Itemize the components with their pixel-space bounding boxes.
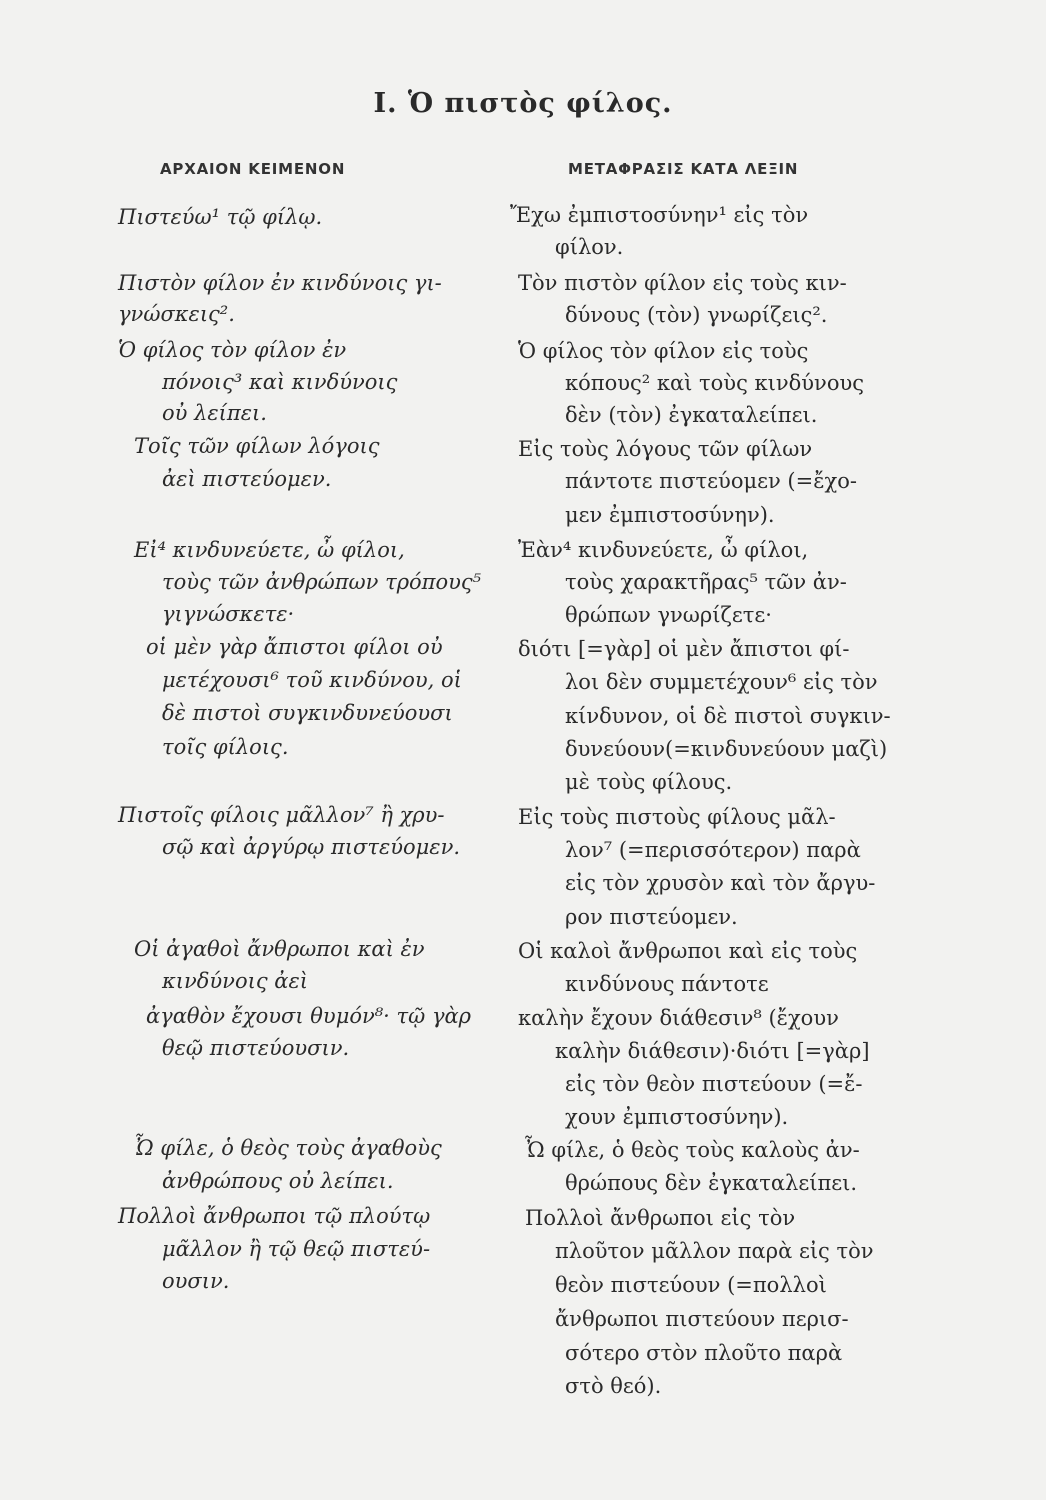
translation-line: λον⁷ (=περισσότερον) παρὰ [565, 838, 861, 862]
ancient-line: ἀνθρώπους οὐ λείπει. [162, 1169, 394, 1193]
translation-line: σότερο στὸν πλοῦτο παρὰ [565, 1341, 843, 1365]
ancient-line: μᾶλλον ἢ τῷ θεῷ πιστεύ- [162, 1237, 431, 1261]
translation-line: δὲν (τὸν) ἐγκαταλείπει. [565, 403, 818, 427]
ancient-line: Ὦ φίλε, ὁ θεὸς τοὺς ἀγαθοὺς [134, 1136, 442, 1160]
translation-line: μὲ τοὺς φίλους. [565, 770, 733, 794]
translation-line: Ὁ φίλος τὸν φίλον εἰς τοὺς [518, 339, 809, 363]
ancient-line: μετέχουσι⁶ τοῦ κινδύνου, οἱ [162, 668, 462, 692]
translation-line: ρον πιστεύομεν. [565, 905, 738, 929]
translation-line: Ὦ φίλε, ὁ θεὸς τοὺς καλοὺς ἀν- [525, 1138, 860, 1162]
translation-line: θρώπων γνωρίζετε· [565, 603, 772, 627]
ancient-line: ουσιν. [162, 1269, 230, 1293]
translation-line: θρώπους δὲν ἐγκαταλείπει. [565, 1171, 858, 1195]
ancient-line: πόνοις³ καὶ κινδύνοις [162, 370, 398, 394]
ancient-line: Τοῖς τῶν φίλων λόγοις [134, 434, 380, 458]
ancient-line: Πολλοὶ ἄνθρωποι τῷ πλούτῳ [118, 1204, 431, 1228]
translation-line: κίνδυνον, οἱ δὲ πιστοὶ συγκιν- [565, 704, 891, 728]
ancient-line: Ὁ φίλος τὸν φίλον ἐν [118, 338, 347, 362]
translation-line: πλοῦτον μᾶλλον παρὰ εἰς τὸν [555, 1239, 874, 1263]
translation-line: Πολλοὶ ἄνθρωποι εἰς τὸν [525, 1206, 796, 1230]
ancient-line: Πιστεύω¹ τῷ φίλῳ. [118, 205, 323, 229]
translation-line: Ἔχω ἐμπιστοσύνην¹ εἰς τὸν [510, 203, 809, 227]
translation-line: κόπους² καὶ τοὺς κινδύνους [565, 371, 864, 395]
translation-line: καλὴν ἔχουν διάθεσιν⁸ (ἔχουν [518, 1006, 839, 1030]
translation-line: δυνεύουν(=κινδυνεύουν μαζὶ) [565, 737, 888, 761]
ancient-line: ἀγαθὸν ἔχουσι θυμόν⁸· τῷ γὰρ [146, 1004, 472, 1028]
translation-line: φίλον. [555, 235, 624, 259]
ancient-line: θεῷ πιστεύουσιν. [162, 1036, 350, 1060]
translation-line: εἰς τὸν χρυσὸν καὶ τὸν ἄργυ- [565, 871, 876, 895]
translation-line: πάντοτε πιστεύομεν (=ἔχο- [565, 469, 857, 493]
translation-line: μεν ἐμπιστοσύνην). [565, 503, 775, 527]
translation-line: Τὸν πιστὸν φίλον εἰς τοὺς κιν- [518, 271, 847, 295]
translation-line: εἰς τὸν θεὸν πιστεύουν (=ἔ- [565, 1072, 863, 1096]
translation-line: στὸ θεό). [565, 1374, 662, 1398]
translation-line: ἄνθρωποι πιστεύουν περισ- [555, 1307, 849, 1331]
ancient-text-heading: ΑΡΧΑΙΟΝ ΚΕΙΜΕΝΟΝ [160, 160, 346, 178]
translation-line: καλὴν διάθεσιν)·διότι [=γὰρ] [555, 1039, 870, 1063]
translation-line: κινδύνους πάντοτε [565, 972, 769, 996]
translation-line: Ἐὰν⁴ κινδυνεύετε, ὦ φίλοι, [518, 538, 809, 562]
ancient-line: ἀεὶ πιστεύομεν. [162, 467, 332, 491]
page-title: I. Ὁ πιστὸς φίλος. [373, 88, 673, 119]
translation-line: λοι δὲν συμμετέχουν⁶ εἰς τὸν [565, 670, 878, 694]
ancient-line: οὐ λείπει. [162, 401, 267, 425]
ancient-line: τοὺς τῶν ἀνθρώπων τρόπους⁵ [162, 570, 482, 594]
ancient-line: Οἱ ἀγαθοὶ ἄνθρωποι καὶ ἐν [134, 937, 425, 961]
translation-line: χουν ἐμπιστοσύνην). [565, 1105, 789, 1129]
translation-line: θεὸν πιστεύουν (=πολλοὶ [555, 1273, 827, 1297]
ancient-line: τοῖς φίλοις. [162, 735, 289, 759]
ancient-line: σῷ καὶ ἀργύρῳ πιστεύομεν. [162, 835, 461, 859]
ancient-line: κινδύνοις ἀεὶ [162, 969, 308, 993]
ancient-line: Πιστοῖς φίλοις μᾶλλον⁷ ἢ χρυ- [118, 803, 445, 827]
translation-line: διότι [=γὰρ] οἱ μὲν ἄπιστοι φί- [518, 637, 850, 661]
translation-line: Εἰς τοὺς πιστοὺς φίλους μᾶλ- [518, 805, 836, 829]
ancient-line: γνώσκεις². [118, 302, 235, 326]
ancient-line: οἱ μὲν γὰρ ἄπιστοι φίλοι οὐ [146, 635, 443, 659]
ancient-line: Πιστὸν φίλον ἐν κινδύνοις γι- [118, 271, 442, 295]
ancient-line: Εἰ⁴ κινδυνεύετε, ὦ φίλοι, [134, 538, 405, 562]
translation-line: τοὺς χαρακτῆρας⁵ τῶν ἀν- [565, 570, 847, 594]
translation-heading: ΜΕΤΑΦΡΑΣΙΣ ΚΑΤΑ ΛΕΞΙΝ [568, 160, 799, 178]
ancient-line: γιγνώσκετε· [162, 602, 295, 626]
translation-line: Εἰς τοὺς λόγους τῶν φίλων [518, 437, 813, 461]
translation-line: Οἱ καλοὶ ἄνθρωποι καὶ εἰς τοὺς [518, 939, 858, 963]
translation-line: δύνους (τὸν) γνωρίζεις². [565, 303, 828, 327]
ancient-line: δὲ πιστοὶ συγκινδυνεύουσι [162, 701, 453, 725]
